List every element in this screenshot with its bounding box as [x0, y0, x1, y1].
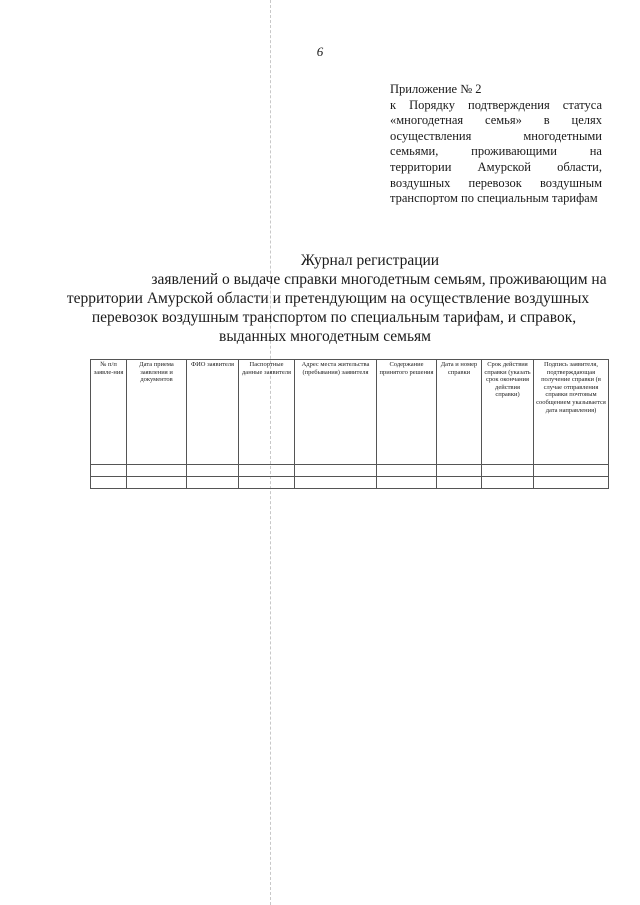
registration-journal-table	[90, 359, 609, 489]
column-header: Содержание принятого решения	[377, 360, 437, 465]
heading-line-1: Журнал регистрации	[300, 252, 440, 269]
table-row	[91, 465, 609, 477]
table-cell	[534, 465, 609, 477]
heading-line-3: территории Амурской области и претендующим на осуществление воздушных	[66, 290, 590, 307]
appendix-title: Приложение № 2	[390, 82, 482, 96]
table-cell	[295, 465, 377, 477]
column-header: № п/п заявле-ния	[91, 360, 127, 465]
table-cell	[187, 477, 239, 489]
table-cell	[239, 465, 295, 477]
table-cell	[377, 465, 437, 477]
table-cell	[91, 477, 127, 489]
table-cell	[127, 465, 187, 477]
appendix-block	[390, 82, 602, 207]
column-header: Дата и номер справки	[437, 360, 482, 465]
table-cell	[239, 477, 295, 489]
table-header-row	[91, 360, 609, 465]
column-header: ФИО заявителя	[187, 360, 239, 465]
table-cell	[534, 477, 609, 489]
column-header: Подпись заявителя, подтверждающая получение справки (в случае отправления справки почтовым сообщением указывается дата направления)	[534, 360, 609, 465]
appendix-text: к Порядку подтверждения статуса «многодетная семья» в целях осуществления многодетными семьями, проживающими на территории Амурской области, воздушных перевозок воздушным транспортом по специальным тарифам	[390, 97, 602, 206]
table-cell	[482, 477, 534, 489]
table-row	[91, 477, 609, 489]
table-cell	[437, 477, 482, 489]
table-cell	[127, 477, 187, 489]
column-header: Паспортные данные заявителя	[239, 360, 295, 465]
column-header: Адрес места жительства (пребывания) заявителя	[295, 360, 377, 465]
column-header: Дата приема заявления и документов	[127, 360, 187, 465]
page-number: 6	[316, 44, 324, 59]
column-header: Срок действия справки (указать срок окончания действия справки)	[482, 360, 534, 465]
journal-heading	[0, 251, 640, 346]
table-cell	[482, 465, 534, 477]
table-cell	[187, 465, 239, 477]
table-cell	[377, 477, 437, 489]
table-cell	[295, 477, 377, 489]
heading-line-5: выданных многодетным семьям	[219, 328, 431, 345]
heading-line-4: перевозок воздушным транспортом по специальным тарифам, и справок,	[91, 309, 577, 326]
table-cell	[437, 465, 482, 477]
heading-line-2: заявлений о выдаче справки многодетным семьям, проживающим на	[151, 271, 607, 288]
table-cell	[91, 465, 127, 477]
